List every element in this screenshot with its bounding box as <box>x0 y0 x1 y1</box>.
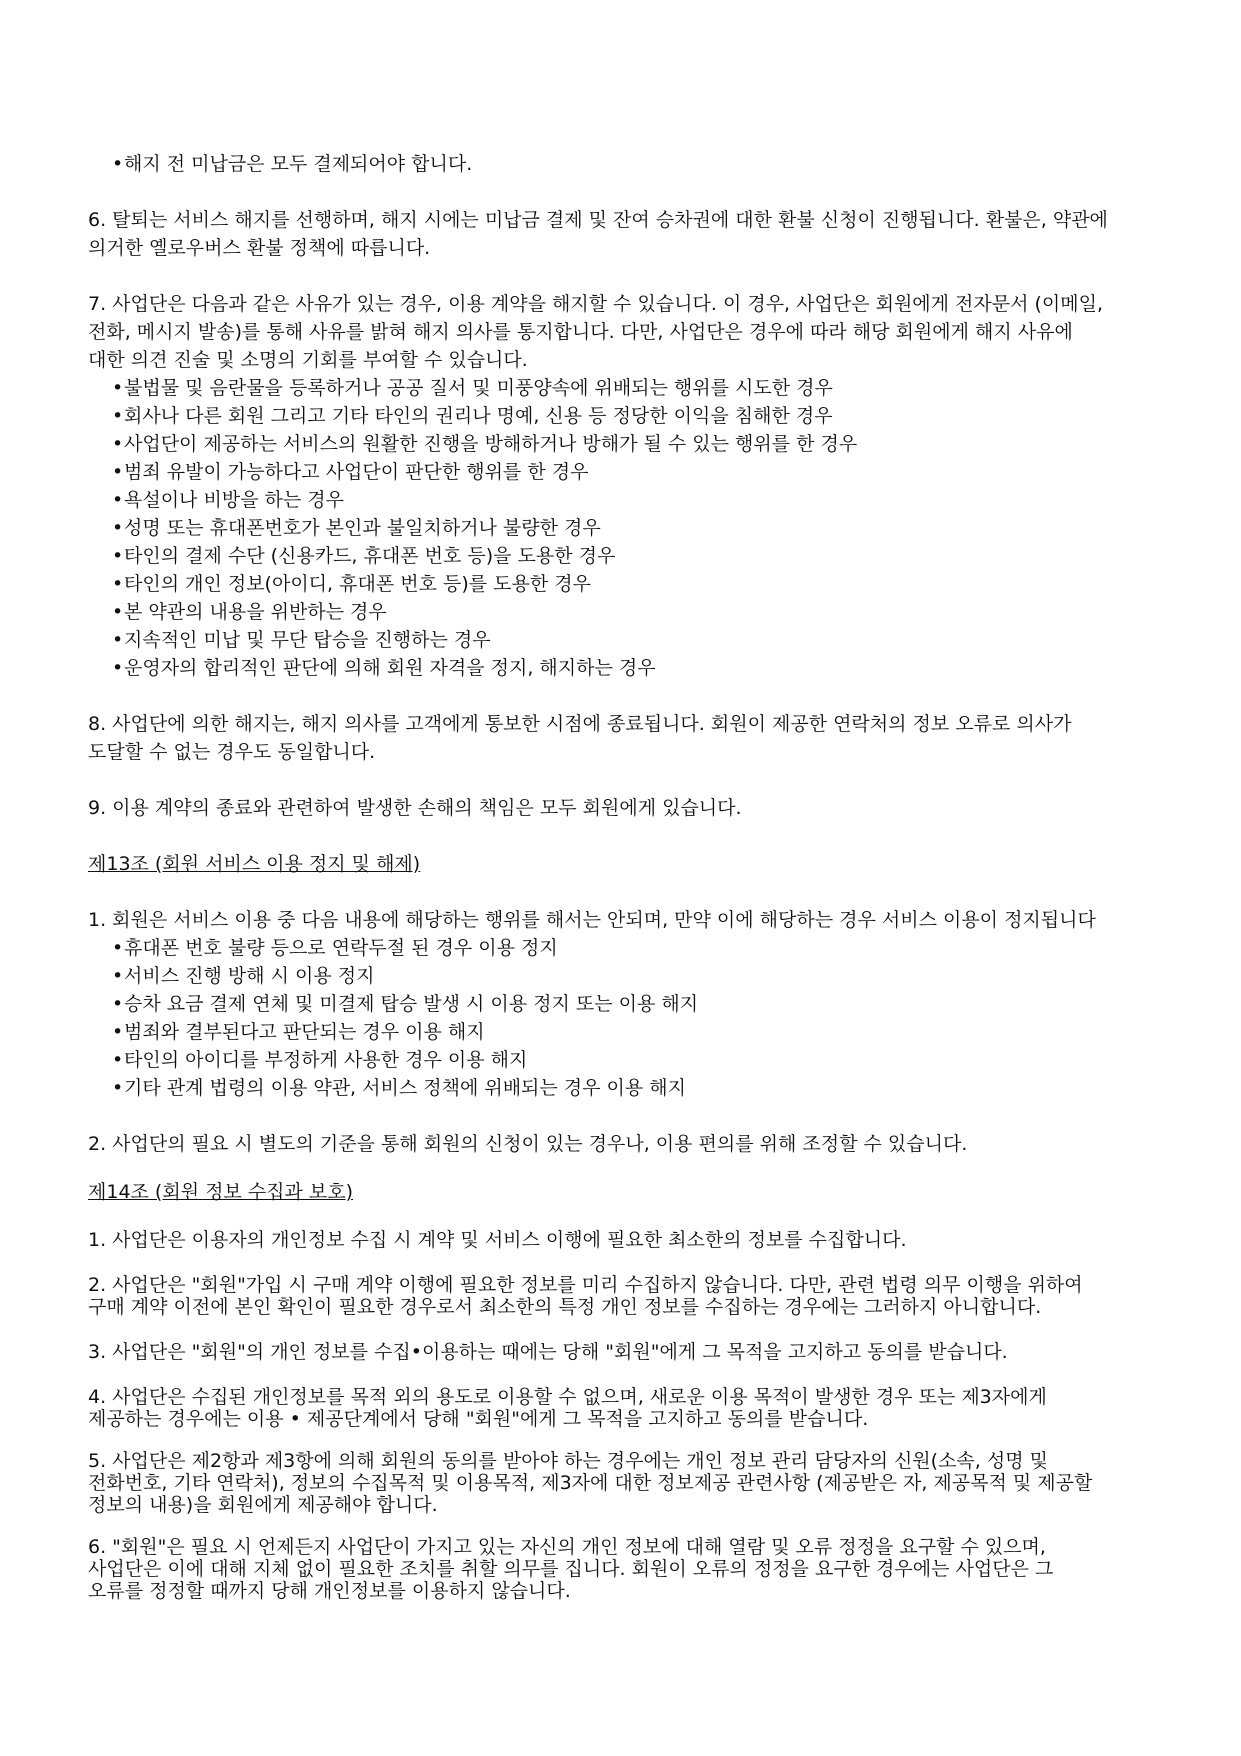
top-bullet-list <box>88 150 1168 178</box>
text-line: 의거한 옐로우버스 환불 정책에 따릅니다. <box>88 237 431 259</box>
list-item: • 지속적인 미납 및 무단 탑승을 진행하는 경우 <box>112 626 1168 654</box>
art12-p7 <box>88 290 1168 374</box>
text-line: 4. 사업단은 수집된 개인정보를 목적 외의 용도로 이용할 수 없으며, 새로운 이용 목적이 발생한 경우 또는 제3자에게 <box>88 1386 1047 1408</box>
list-item: • 범죄와 결부된다고 판단되는 경우 이용 해지 <box>112 1018 1168 1046</box>
art14-p1: 1. 사업단은 이용자의 개인정보 수집 시 계약 및 서비스 이행에 필요한 최소한의 정보를 수집합니다. <box>88 1229 907 1251</box>
list-item: • 타인의 아이디를 부정하게 사용한 경우 이용 해지 <box>112 1046 1168 1074</box>
art14-p4 <box>88 1386 1168 1430</box>
text-line: 전화, 메시지 발송)를 통해 사유를 밝혀 해지 의사를 통지합니다. 다만, 사업단은 경우에 따라 해당 회원에게 해지 사유에 <box>88 321 1073 343</box>
art13-heading: 제13조 (회원 서비스 이용 정지 및 해제) <box>88 853 421 875</box>
list-item: • 승차 요금 결제 연체 및 미결제 탑승 발생 시 이용 정지 또는 이용 해지 <box>112 990 1168 1018</box>
art12-p8 <box>88 710 1168 766</box>
list-item: • 불법물 및 음란물을 등록하거나 공공 질서 및 미풍양속에 위배되는 행위를 시도한 경우 <box>112 374 1168 402</box>
art14-p6 <box>88 1536 1168 1602</box>
text-line: 오류를 정정할 때까지 당해 개인정보를 이용하지 않습니다. <box>88 1580 571 1602</box>
text-line: 7. 사업단은 다음과 같은 사유가 있는 경우, 이용 계약을 해지할 수 있습니다. 이 경우, 사업단은 회원에게 전자문서 (이메일, <box>88 293 1104 315</box>
text-line: 정보의 내용)을 회원에게 제공해야 합니다. <box>88 1494 438 1516</box>
list-item: • 타인의 개인 정보(아이디, 휴대폰 번호 등)를 도용한 경우 <box>112 570 1168 598</box>
art13-p1-bullet-list <box>88 934 1168 1102</box>
art14-p2 <box>88 1274 1168 1318</box>
list-item: • 휴대폰 번호 불량 등으로 연락두절 된 경우 이용 정지 <box>112 934 1168 962</box>
list-item: • 서비스 진행 방해 시 이용 정지 <box>112 962 1168 990</box>
text-line: 2. 사업단은 "회원"가입 시 구매 계약 이행에 필요한 정보를 미리 수집하지 않습니다. 다만, 관련 법령 의무 이행을 위하여 <box>88 1274 1083 1296</box>
list-item: • 본 약관의 내용을 위반하는 경우 <box>112 598 1168 626</box>
art13-p1: 1. 회원은 서비스 이용 중 다음 내용에 해당하는 행위를 해서는 안되며, 만약 이에 해당하는 경우 서비스 이용이 정지됩니다 <box>88 909 1096 931</box>
text-line: 제공하는 경우에는 이용 • 제공단계에서 당해 "회원"에게 그 목적을 고지하고 동의를 받습니다. <box>88 1408 869 1430</box>
list-item: • 범죄 유발이 가능하다고 사업단이 판단한 행위를 한 경우 <box>112 458 1168 486</box>
art12-p6 <box>88 206 1168 262</box>
list-item: • 기타 관계 법령의 이용 약관, 서비스 정책에 위배되는 경우 이용 해지 <box>112 1074 1168 1102</box>
text-line: 전화번호, 기타 연락처), 정보의 수집목적 및 이용목적, 제3자에 대한 정보제공 관련사항 (제공받은 자, 제공목적 및 제공할 <box>88 1472 1093 1494</box>
text-line: 8. 사업단에 의한 해지는, 해지 의사를 고객에게 통보한 시점에 종료됩니다. 회원이 제공한 연락처의 정보 오류로 의사가 <box>88 713 1072 735</box>
document-page <box>88 150 1168 1602</box>
list-item: • 운영자의 합리적인 판단에 의해 회원 자격을 정지, 해지하는 경우 <box>112 654 1168 682</box>
art13-p2: 2. 사업단의 필요 시 별도의 기준을 통해 회원의 신청이 있는 경우나, 이용 편의를 위해 조정할 수 있습니다. <box>88 1133 968 1155</box>
text-line: 도달할 수 없는 경우도 동일합니다. <box>88 741 376 763</box>
text-line: 6. "회원"은 필요 시 언제든지 사업단이 가지고 있는 자신의 개인 정보에 대해 열람 및 오류 정정을 요구할 수 있으며, <box>88 1536 1046 1558</box>
list-item: • 회사나 다른 회원 그리고 기타 타인의 권리나 명예, 신용 등 정당한 이익을 침해한 경우 <box>112 402 1168 430</box>
list-item: • 성명 또는 휴대폰번호가 본인과 불일치하거나 불량한 경우 <box>112 514 1168 542</box>
art14-p3: 3. 사업단은 "회원"의 개인 정보를 수집•이용하는 때에는 당해 "회원"에게 그 목적을 고지하고 동의를 받습니다. <box>88 1341 1008 1363</box>
art14-p5 <box>88 1450 1168 1516</box>
text-line: 대한 의견 진술 및 소명의 기회를 부여할 수 있습니다. <box>88 349 528 371</box>
text-line: 사업단은 이에 대해 지체 없이 필요한 조치를 취할 의무를 집니다. 회원이 오류의 정정을 요구한 경우에는 사업단은 그 <box>88 1558 1054 1580</box>
list-item: • 욕설이나 비방을 하는 경우 <box>112 486 1168 514</box>
text-line: 5. 사업단은 제2항과 제3항에 의해 회원의 동의를 받아야 하는 경우에는 개인 정보 관리 담당자의 신원(소속, 성명 및 <box>88 1450 1048 1472</box>
list-item: • 사업단이 제공하는 서비스의 원활한 진행을 방해하거나 방해가 될 수 있는 행위를 한 경우 <box>112 430 1168 458</box>
art14-heading: 제14조 (회원 정보 수집과 보호) <box>88 1181 354 1203</box>
art12-p7-bullet-list <box>88 374 1168 682</box>
list-item: • 해지 전 미납금은 모두 결제되어야 합니다. <box>112 150 1168 178</box>
list-item: • 타인의 결제 수단 (신용카드, 휴대폰 번호 등)을 도용한 경우 <box>112 542 1168 570</box>
art12-p9: 9. 이용 계약의 종료와 관련하여 발생한 손해의 책임은 모두 회원에게 있습니다. <box>88 797 742 819</box>
text-line: 6. 탈퇴는 서비스 해지를 선행하며, 해지 시에는 미납금 결제 및 잔여 승차권에 대한 환불 신청이 진행됩니다. 환불은, 약관에 <box>88 209 1108 231</box>
text-line: 구매 계약 이전에 본인 확인이 필요한 경우로서 최소한의 특정 개인 정보를 수집하는 경우에는 그러하지 아니합니다. <box>88 1296 1042 1318</box>
